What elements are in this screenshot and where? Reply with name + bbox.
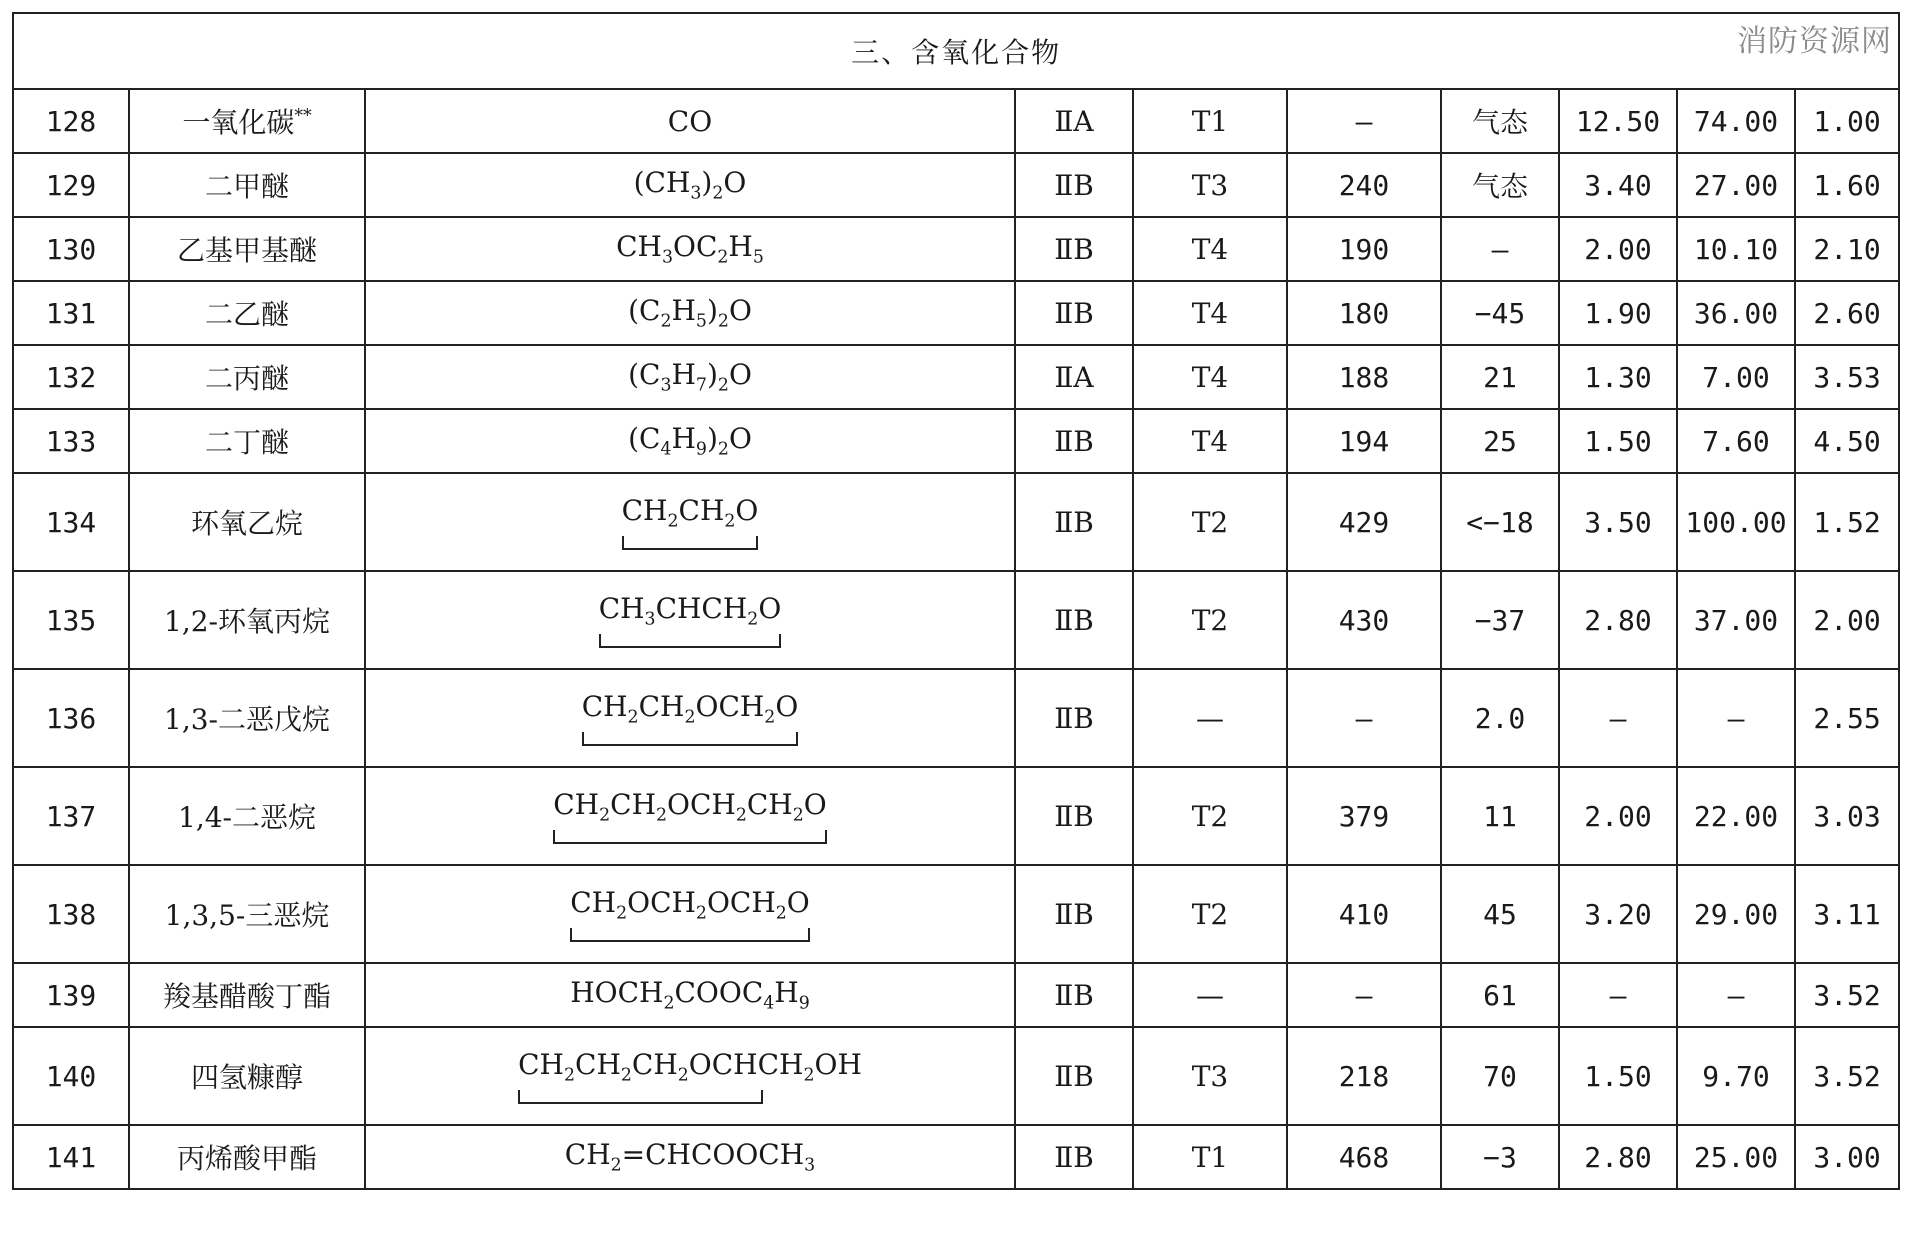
cell-upper-limit: 7.60 [1677, 409, 1795, 473]
cell-upper-limit: 29.00 [1677, 865, 1795, 963]
cell-gas-group: ⅡB [1015, 571, 1133, 669]
cell-name [129, 1027, 365, 1125]
formula-text: $(CH_3)_2O$ [633, 166, 747, 204]
cell-temperature-class: T2 [1133, 767, 1287, 865]
cell-lower-limit: — [1559, 963, 1677, 1027]
cell-number: 138 [13, 865, 129, 963]
cell-temperature-class: T3 [1133, 1027, 1287, 1125]
cell-name [129, 153, 365, 217]
table-row [13, 89, 1899, 153]
cell-gas-group: ⅡB [1015, 669, 1133, 767]
cell-upper-limit: 74.00 [1677, 89, 1795, 153]
cell-number: 139 [13, 963, 129, 1027]
cell-gas-group: ⅡB [1015, 1027, 1133, 1125]
cell-upper-limit: — [1677, 669, 1795, 767]
cell-temperature-class: T1 [1133, 89, 1287, 153]
compound-name: 丙烯酸甲酯 [176, 1142, 317, 1175]
table-row [13, 409, 1899, 473]
cell-number: 141 [13, 1125, 129, 1189]
cell-relative-density: 2.10 [1795, 217, 1899, 281]
compound-name: 乙基甲基醚 [176, 234, 317, 267]
table-row [13, 767, 1899, 865]
cell-number: 136 [13, 669, 129, 767]
formula-wrap [570, 976, 810, 1014]
cell-relative-density: 1.60 [1795, 153, 1899, 217]
formula-text: $CH_3OC_2H_5$ [616, 230, 764, 268]
cell-lower-limit: — [1559, 669, 1677, 767]
cell-formula [365, 409, 1015, 473]
cell-gas-group: ⅡB [1015, 409, 1133, 473]
formula-wrap [518, 1048, 862, 1104]
formula-wrap [582, 690, 799, 746]
formula-wrap [570, 886, 810, 942]
cell-lower-limit: 3.40 [1559, 153, 1677, 217]
cell-relative-density: 3.00 [1795, 1125, 1899, 1189]
cell-formula [365, 669, 1015, 767]
cell-number: 128 [13, 89, 129, 153]
cell-ignition-temp: 430 [1287, 571, 1441, 669]
cell-flash-point: 61 [1441, 963, 1559, 1027]
cell-ignition-temp: 379 [1287, 767, 1441, 865]
cell-formula [365, 1027, 1015, 1125]
cell-temperature-class: — [1133, 669, 1287, 767]
compound-name: 二丁醚 [204, 426, 289, 459]
cell-number: 131 [13, 281, 129, 345]
cell-upper-limit: 36.00 [1677, 281, 1795, 345]
cell-formula [365, 1125, 1015, 1189]
formula-wrap [628, 294, 752, 332]
cell-temperature-class: — [1133, 963, 1287, 1027]
cell-name [129, 669, 365, 767]
cell-lower-limit: 1.90 [1559, 281, 1677, 345]
cell-relative-density: 3.52 [1795, 963, 1899, 1027]
cell-number: 129 [13, 153, 129, 217]
cell-flash-point: 21 [1441, 345, 1559, 409]
compound-name: 1,4-二恶烷 [178, 801, 316, 834]
cell-ignition-temp: — [1287, 89, 1441, 153]
formula-text: $CH_2OCH_2OCH_2O$ [570, 886, 810, 924]
compound-name: 二甲醚 [204, 170, 289, 203]
formula-text: $CH_2CH_2OCH_2O$ [581, 690, 799, 728]
table-row [13, 217, 1899, 281]
compound-name: 环氧乙烷 [190, 507, 303, 540]
cell-flash-point: <−18 [1441, 473, 1559, 571]
cell-name [129, 345, 365, 409]
cell-relative-density: 3.03 [1795, 767, 1899, 865]
formula-text: $CH_2CH_2CH_2OCHCH_2OH$ [518, 1048, 862, 1086]
ring-bond-bracket [622, 536, 759, 550]
compound-name: 羧基醋酸丁酯 [162, 980, 331, 1013]
cell-gas-group: ⅡB [1015, 865, 1133, 963]
formula-wrap [565, 1138, 815, 1176]
formula-wrap [668, 105, 712, 138]
formula-text: $CH_2CH_2O$ [621, 494, 759, 532]
formula-text: $CH_2CH_2OCH_2CH_2O$ [553, 788, 827, 826]
formula-text: $HOCH_2COOC_4H_9$ [570, 976, 810, 1014]
cell-number: 134 [13, 473, 129, 571]
cell-ignition-temp: 194 [1287, 409, 1441, 473]
ring-bond-bracket [599, 634, 782, 648]
cell-flash-point: 11 [1441, 767, 1559, 865]
cell-relative-density: 4.50 [1795, 409, 1899, 473]
cell-formula [365, 865, 1015, 963]
cell-upper-limit: 10.10 [1677, 217, 1795, 281]
cell-temperature-class: T4 [1133, 281, 1287, 345]
cell-lower-limit: 2.80 [1559, 571, 1677, 669]
cell-name [129, 571, 365, 669]
cell-gas-group: ⅡB [1015, 473, 1133, 571]
cell-ignition-temp: 240 [1287, 153, 1441, 217]
cell-gas-group: ⅡA [1015, 345, 1133, 409]
cell-ignition-temp: 410 [1287, 865, 1441, 963]
table-row [13, 1027, 1899, 1125]
cell-relative-density: 3.52 [1795, 1027, 1899, 1125]
cell-formula [365, 767, 1015, 865]
cell-temperature-class: T4 [1133, 217, 1287, 281]
cell-relative-density: 2.55 [1795, 669, 1899, 767]
cell-formula [365, 963, 1015, 1027]
cell-lower-limit: 1.50 [1559, 409, 1677, 473]
cell-ignition-temp: 218 [1287, 1027, 1441, 1125]
cell-number: 140 [13, 1027, 129, 1125]
table-row [13, 669, 1899, 767]
cell-flash-point: −37 [1441, 571, 1559, 669]
cell-ignition-temp: 180 [1287, 281, 1441, 345]
cell-upper-limit: 22.00 [1677, 767, 1795, 865]
ring-bond-bracket [518, 1090, 763, 1104]
cell-flash-point: 70 [1441, 1027, 1559, 1125]
cell-upper-limit: 25.00 [1677, 1125, 1795, 1189]
cell-ignition-temp: 188 [1287, 345, 1441, 409]
section-title: 三、含氧化合物 [13, 13, 1899, 89]
cell-gas-group: ⅡB [1015, 153, 1133, 217]
compound-name: 一氧化碳 [182, 106, 295, 139]
cell-name [129, 409, 365, 473]
cell-relative-density: 2.60 [1795, 281, 1899, 345]
table-row [13, 345, 1899, 409]
table-row [13, 865, 1899, 963]
cell-gas-group: ⅡB [1015, 281, 1133, 345]
cell-ignition-temp: — [1287, 669, 1441, 767]
cell-name [129, 281, 365, 345]
cell-upper-limit: 37.00 [1677, 571, 1795, 669]
cell-flash-point: 2.0 [1441, 669, 1559, 767]
cell-ignition-temp: 468 [1287, 1125, 1441, 1189]
formula-text: $(C_2H_5)_2O$ [628, 294, 752, 332]
table-row [13, 963, 1899, 1027]
cell-formula [365, 281, 1015, 345]
cell-lower-limit: 3.20 [1559, 865, 1677, 963]
cell-relative-density: 3.53 [1795, 345, 1899, 409]
formula-text: $CH_3CHCH_2O$ [598, 592, 782, 630]
cell-name [129, 89, 365, 153]
cell-name [129, 473, 365, 571]
cell-gas-group: ⅡB [1015, 963, 1133, 1027]
table-row [13, 281, 1899, 345]
cell-lower-limit: 2.80 [1559, 1125, 1677, 1189]
compound-name: 1,3-二恶戊烷 [164, 703, 330, 736]
formula-wrap [628, 358, 752, 396]
compound-name: 四氢糠醇 [190, 1061, 303, 1094]
cell-formula [365, 153, 1015, 217]
compound-name: 二丙醚 [204, 362, 289, 395]
compound-name: 1,3,5-三恶烷 [164, 899, 330, 932]
cell-formula [365, 571, 1015, 669]
compound-name: 1,2-环氧丙烷 [164, 605, 330, 638]
cell-ignition-temp: 429 [1287, 473, 1441, 571]
formula-wrap [628, 422, 752, 460]
formula-wrap [622, 494, 759, 550]
table-row [13, 473, 1899, 571]
cell-flash-point: 气态 [1441, 153, 1559, 217]
formula-text: $CH_2=CHCOOCH_3$ [564, 1138, 816, 1176]
formula-wrap [616, 230, 764, 268]
cell-name [129, 767, 365, 865]
cell-number: 130 [13, 217, 129, 281]
watermark-text: 消防资源网 [1737, 24, 1892, 59]
cell-ignition-temp: — [1287, 963, 1441, 1027]
cell-name [129, 217, 365, 281]
cell-number: 133 [13, 409, 129, 473]
cell-lower-limit: 1.30 [1559, 345, 1677, 409]
ring-bond-bracket [553, 830, 826, 844]
cell-relative-density: 1.00 [1795, 89, 1899, 153]
cell-flash-point: — [1441, 217, 1559, 281]
cell-upper-limit: — [1677, 963, 1795, 1027]
cell-formula [365, 217, 1015, 281]
cell-upper-limit: 100.00 [1677, 473, 1795, 571]
table-row [13, 1125, 1899, 1189]
cell-number: 137 [13, 767, 129, 865]
cell-relative-density: 3.11 [1795, 865, 1899, 963]
cell-name [129, 865, 365, 963]
cell-formula [365, 473, 1015, 571]
formula-wrap [553, 788, 826, 844]
cell-ignition-temp: 190 [1287, 217, 1441, 281]
cell-temperature-class: T2 [1133, 473, 1287, 571]
cell-flash-point: 45 [1441, 865, 1559, 963]
formula-wrap [634, 166, 747, 204]
section-header-row [13, 13, 1899, 89]
cell-flash-point: −3 [1441, 1125, 1559, 1189]
table-row [13, 153, 1899, 217]
cell-formula [365, 89, 1015, 153]
formula-text: CO [667, 104, 713, 138]
chemical-table [12, 12, 1900, 1190]
cell-relative-density: 2.00 [1795, 571, 1899, 669]
cell-upper-limit: 27.00 [1677, 153, 1795, 217]
cell-gas-group: ⅡB [1015, 767, 1133, 865]
cell-number: 135 [13, 571, 129, 669]
cell-number: 132 [13, 345, 129, 409]
cell-upper-limit: 9.70 [1677, 1027, 1795, 1125]
cell-relative-density: 1.52 [1795, 473, 1899, 571]
cell-upper-limit: 7.00 [1677, 345, 1795, 409]
cell-gas-group: ⅡA [1015, 89, 1133, 153]
cell-lower-limit: 3.50 [1559, 473, 1677, 571]
cell-lower-limit: 12.50 [1559, 89, 1677, 153]
cell-lower-limit: 1.50 [1559, 1027, 1677, 1125]
cell-formula [365, 345, 1015, 409]
cell-lower-limit: 2.00 [1559, 217, 1677, 281]
cell-flash-point: 25 [1441, 409, 1559, 473]
cell-temperature-class: T2 [1133, 571, 1287, 669]
formula-text: $(C_3H_7)_2O$ [628, 358, 752, 396]
cell-temperature-class: T3 [1133, 153, 1287, 217]
cell-temperature-class: T1 [1133, 1125, 1287, 1189]
cell-flash-point: 气态 [1441, 89, 1559, 153]
compound-name: 二乙醚 [204, 298, 289, 331]
formula-wrap [599, 592, 782, 648]
ring-bond-bracket [570, 928, 810, 942]
cell-gas-group: ⅡB [1015, 217, 1133, 281]
table-row [13, 571, 1899, 669]
ring-bond-bracket [582, 732, 799, 746]
cell-name [129, 1125, 365, 1189]
cell-lower-limit: 2.00 [1559, 767, 1677, 865]
formula-text: $(C_4H_9)_2O$ [628, 422, 752, 460]
cell-temperature-class: T2 [1133, 865, 1287, 963]
cell-temperature-class: T4 [1133, 409, 1287, 473]
cell-name [129, 963, 365, 1027]
cell-temperature-class: T4 [1133, 345, 1287, 409]
name-footnote-mark: ** [294, 106, 312, 127]
cell-flash-point: −45 [1441, 281, 1559, 345]
cell-gas-group: ⅡB [1015, 1125, 1133, 1189]
